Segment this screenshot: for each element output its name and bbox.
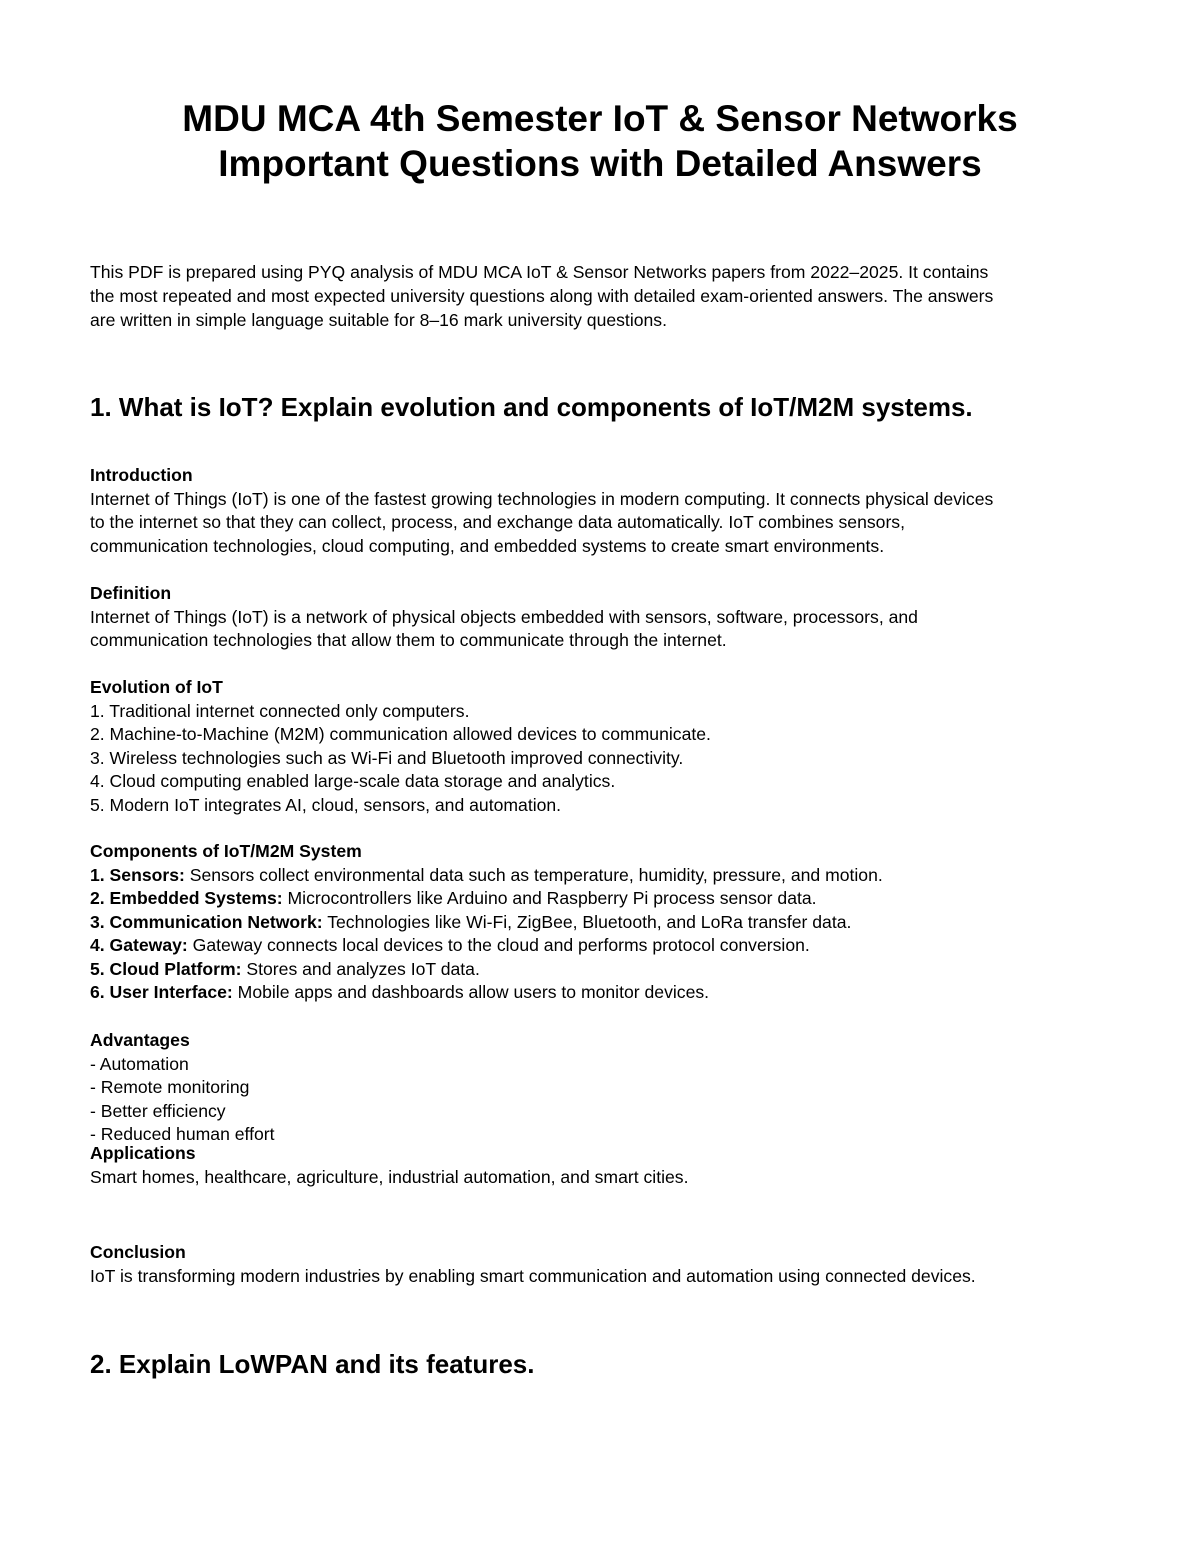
introduction-heading: Introduction [90,465,193,485]
component-item [90,911,1120,935]
evolution-item: 2. Machine-to-Machine (M2M) communication allowed devices to communicate. [90,724,711,744]
intro-line-2: the most repeated and most expected university questions along with detailed exam-oriented answers. The answers [90,286,994,306]
component-text: Technologies like Wi-Fi, ZigBee, Bluetooth, and LoRa transfer data. [322,911,852,932]
evolution-item: 3. Wireless technologies such as Wi-Fi and Bluetooth improved connectivity. [90,747,684,768]
evolution-item: 4. Cloud computing enabled large-scale data storage and analytics. [90,771,616,791]
applications-heading: Applications [90,1143,196,1163]
conclusion-text: IoT is transforming modern industries by enabling smart communication and automation using connected devices. [90,1265,976,1286]
advantage-item: - Better efficiency [90,1100,226,1121]
definition-heading: Definition [90,583,172,603]
evolution-heading: Evolution of IoT [90,677,223,697]
introduction-section [90,464,1120,558]
component-label: 2. Embedded Systems: [90,888,283,908]
component-label: 1. Sensors: [90,864,185,885]
component-text: Gateway connects local devices to the cloud and performs protocol conversion. [187,935,810,955]
component-label: 3. Communication Network: [90,911,323,932]
conclusion-heading: Conclusion [90,1242,186,1262]
document-title-line-1: MDU MCA 4th Semester IoT & Sensor Networks [182,98,1018,139]
components-section [90,840,1120,1005]
advantages-section [90,1029,1120,1147]
document-title [100,96,1100,186]
component-label: 4. Gateway: [90,935,188,955]
component-item [90,864,1120,888]
intro-line-1: This PDF is prepared using PYQ analysis of MDU MCA IoT & Sensor Networks papers from 2022–2025. It contains [90,262,989,282]
definition-line-1: Internet of Things (IoT) is a network of physical objects embedded with sensors, software, processors, and [90,606,918,627]
components-heading: Components of IoT/M2M System [90,841,362,861]
introduction-line-3: communication technologies, cloud computing, and embedded systems to create smart environments. [90,535,885,556]
component-item [90,981,1120,1005]
component-label: 6. User Interface: [90,982,233,1002]
component-text: Microcontrollers like Arduino and Raspberry Pi process sensor data. [282,888,817,908]
component-text: Sensors collect environmental data such as temperature, humidity, pressure, and motion. [184,864,883,885]
question-1-heading: 1. What is IoT? Explain evolution and components of IoT/M2M systems. [90,392,973,422]
component-label: 5. Cloud Platform: [90,958,242,979]
advantage-item: - Remote monitoring [90,1077,250,1097]
component-text: Mobile apps and dashboards allow users to monitor devices. [232,982,710,1002]
component-item [90,934,1120,958]
introduction-line-2: to the internet so that they can collect, process, and exchange data automatically. IoT combines sensors, [90,512,905,532]
definition-section [90,582,1120,653]
applications-section [90,1142,1120,1189]
component-item [90,958,1120,982]
intro-line-3: are written in simple language suitable for 8–16 mark university questions. [90,310,667,330]
evolution-section [90,676,1120,817]
evolution-item: 1. Traditional internet connected only computers. [90,700,470,721]
advantage-item: - Reduced human effort [90,1124,275,1144]
advantage-item: - Automation [90,1053,189,1074]
advantages-heading: Advantages [90,1030,190,1050]
introduction-line-1: Internet of Things (IoT) is one of the fastest growing technologies in modern computing. It connects physical devices [90,488,994,509]
evolution-item: 5. Modern IoT integrates AI, cloud, sensors, and automation. [90,794,562,815]
applications-text: Smart homes, healthcare, agriculture, industrial automation, and smart cities. [90,1166,689,1187]
document-title-line-2: Important Questions with Detailed Answers [218,143,982,184]
question-2-heading: 2. Explain LoWPAN and its features. [90,1349,535,1379]
intro-paragraph [90,260,1120,332]
conclusion-section [90,1241,1120,1288]
component-item [90,887,1120,911]
component-text: Stores and analyzes IoT data. [241,958,480,979]
definition-line-2: communication technologies that allow them to communicate through the internet. [90,630,727,650]
